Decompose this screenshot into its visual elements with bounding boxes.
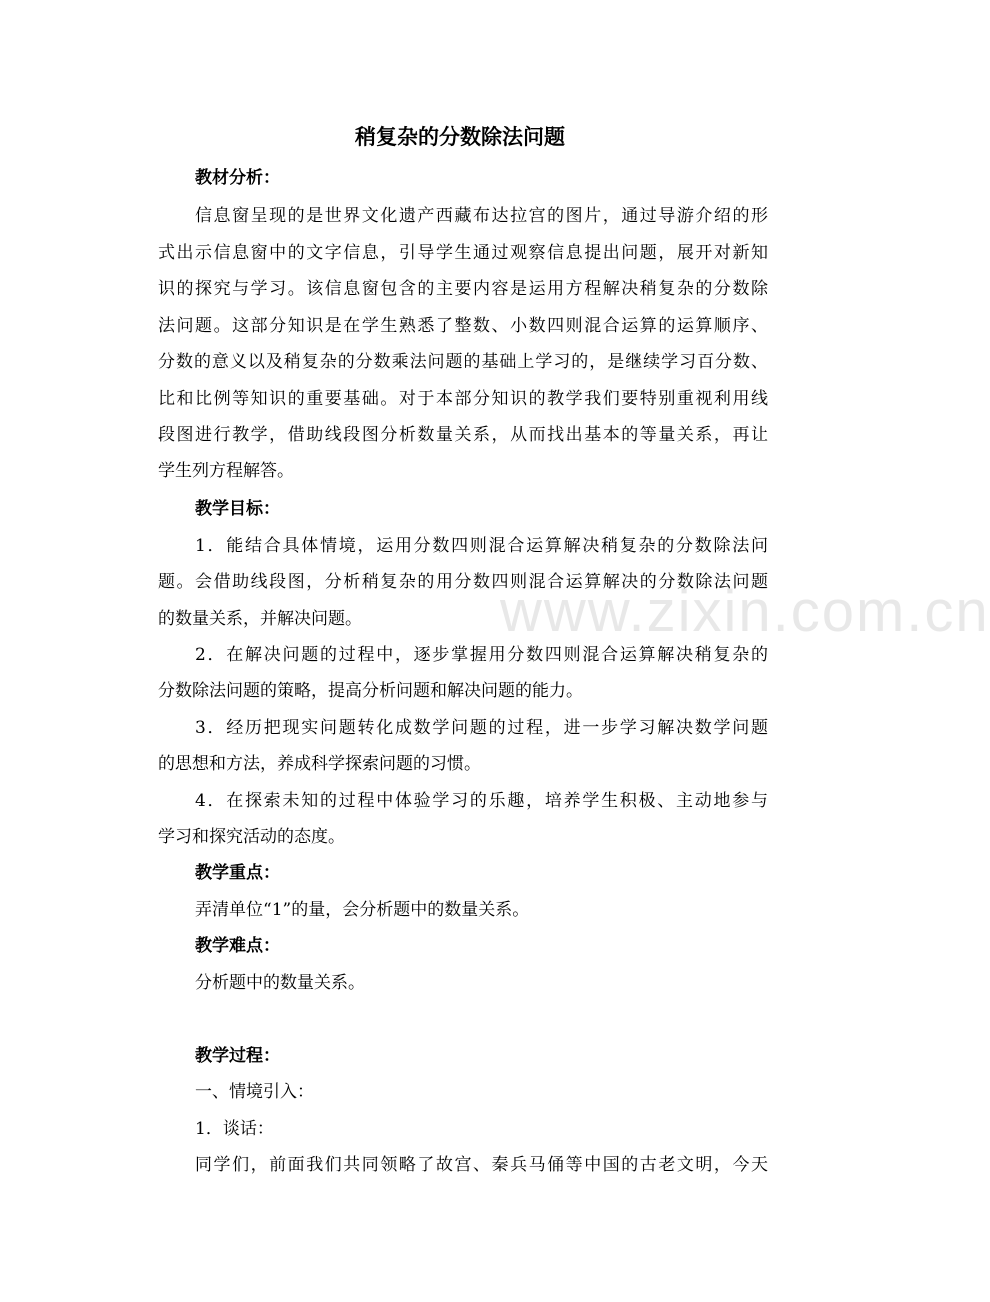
paragraph-line: 比和比例等知识的重要基础。对于本部分知识的教学我们要特别重视利用线	[158, 389, 768, 409]
paragraph-line: 1．能结合具体情境，运用分数四则混合运算解决稍复杂的分数除法问	[195, 536, 768, 556]
paragraph-line: 弄清单位“1”的量，会分析题中的数量关系。	[195, 900, 530, 920]
paragraph-line: 法问题。这部分知识是在学生熟悉了整数、小数四则混合运算的运算顺序、	[158, 316, 768, 336]
paragraph-line: 2．在解决问题的过程中，逐步掌握用分数四则混合运算解决稍复杂的	[195, 645, 768, 665]
paragraph-line: 段图进行教学，借助线段图分析数量关系，从而找出基本的等量关系，再让	[158, 425, 768, 445]
paragraph-line: 识的探究与学习。该信息窗包含的主要内容是运用方程解决稍复杂的分数除	[158, 279, 768, 299]
difficulty-heading: 教学难点：	[195, 936, 280, 956]
goals-heading: 教学目标：	[195, 499, 280, 519]
paragraph-line: 分析题中的数量关系。	[195, 973, 365, 993]
page-title: 稍复杂的分数除法问题	[355, 125, 565, 149]
process-heading: 教学过程：	[195, 1046, 280, 1066]
paragraph-line: 题。会借助线段图，分析稍复杂的用分数四则混合运算解决的分数除法问题	[158, 572, 768, 592]
paragraph-line: 学生列方程解答。	[158, 461, 294, 481]
paragraph-line: 分数的意义以及稍复杂的分数乘法问题的基础上学习的，是继续学习百分数、	[158, 352, 768, 372]
paragraph-line: 信息窗呈现的是世界文化遗产西藏布达拉宫的图片，通过导游介绍的形	[195, 206, 768, 226]
key-point-heading: 教学重点：	[195, 863, 280, 883]
paragraph-line: 的数量关系，并解决问题。	[158, 609, 362, 629]
paragraph-line: 的思想和方法，养成科学探索问题的习惯。	[158, 754, 481, 774]
paragraph-line: 3．经历把现实问题转化成数学问题的过程，进一步学习解决数学问题	[195, 718, 768, 738]
analysis-heading: 教材分析：	[195, 168, 280, 188]
paragraph-line: 同学们，前面我们共同领略了故宫、秦兵马俑等中国的古老文明，今天	[195, 1155, 768, 1175]
paragraph-line: 一、情境引入：	[195, 1082, 314, 1102]
paragraph-line: 4．在探索未知的过程中体验学习的乐趣，培养学生积极、主动地参与	[195, 791, 768, 811]
paragraph-line: 学习和探究活动的态度。	[158, 827, 345, 847]
paragraph-line: 1．谈话：	[195, 1119, 274, 1139]
watermark: www.zixin.com.cn	[500, 579, 990, 644]
paragraph-line: 式出示信息窗中的文字信息，引导学生通过观察信息提出问题，展开对新知	[158, 243, 768, 263]
paragraph-line: 分数除法问题的策略，提高分析问题和解决问题的能力。	[158, 681, 583, 701]
